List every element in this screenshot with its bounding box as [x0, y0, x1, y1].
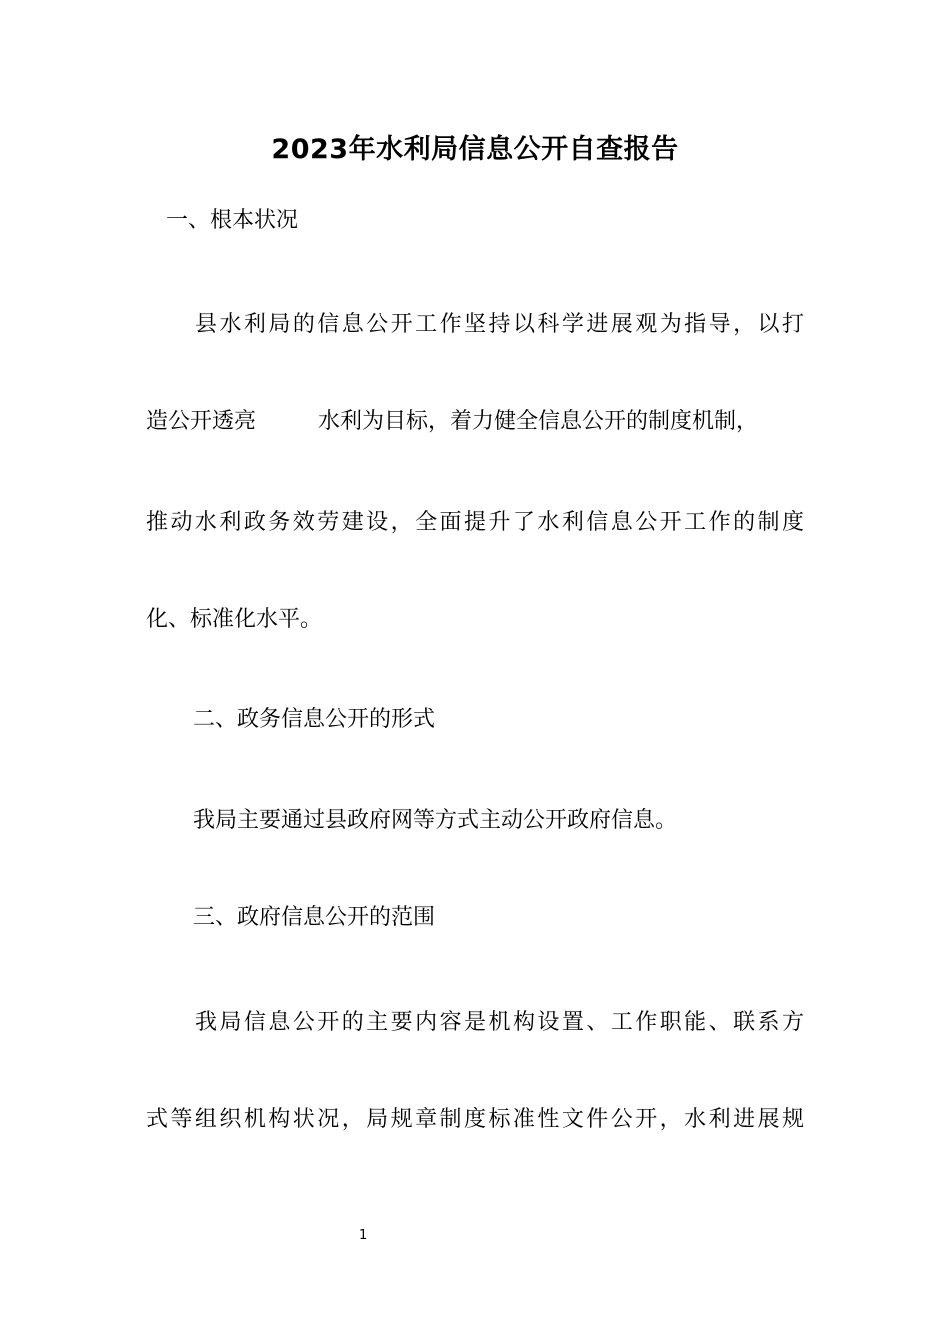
paragraph-line: 式等组织机构状况，局规章制度标准性文件公开，水利进展规 — [146, 1107, 804, 1132]
paragraph-line: 县水利局的信息公开工作坚持以科学进展观为指导，以打 — [195, 312, 804, 337]
section-heading-1: 一、根本状况 — [166, 208, 299, 233]
paragraph-segment: 造公开透亮 — [146, 409, 257, 434]
document-title: 2023年水利局信息公开自查报告 — [271, 134, 679, 165]
paragraph-line: 推动水利政务效劳建设，全面提升了水利信息公开工作的制度 — [146, 510, 804, 535]
paragraph-segment: 水利为目标，着力健全信息公开的制度机制， — [318, 409, 759, 434]
paragraph-line: 化、标准化水平。 — [146, 607, 323, 632]
section-heading-2: 二、政务信息公开的形式 — [193, 707, 436, 732]
section-heading-3: 三、政府信息公开的范围 — [193, 905, 436, 930]
paragraph-line: 我局主要通过县政府网等方式主动公开政府信息。 — [193, 808, 678, 833]
paragraph-line-with-gap — [146, 407, 758, 437]
page-number: 1 — [359, 1228, 368, 1243]
paragraph-line: 我局信息公开的主要内容是机构设置、工作职能、联系方 — [195, 1010, 804, 1035]
